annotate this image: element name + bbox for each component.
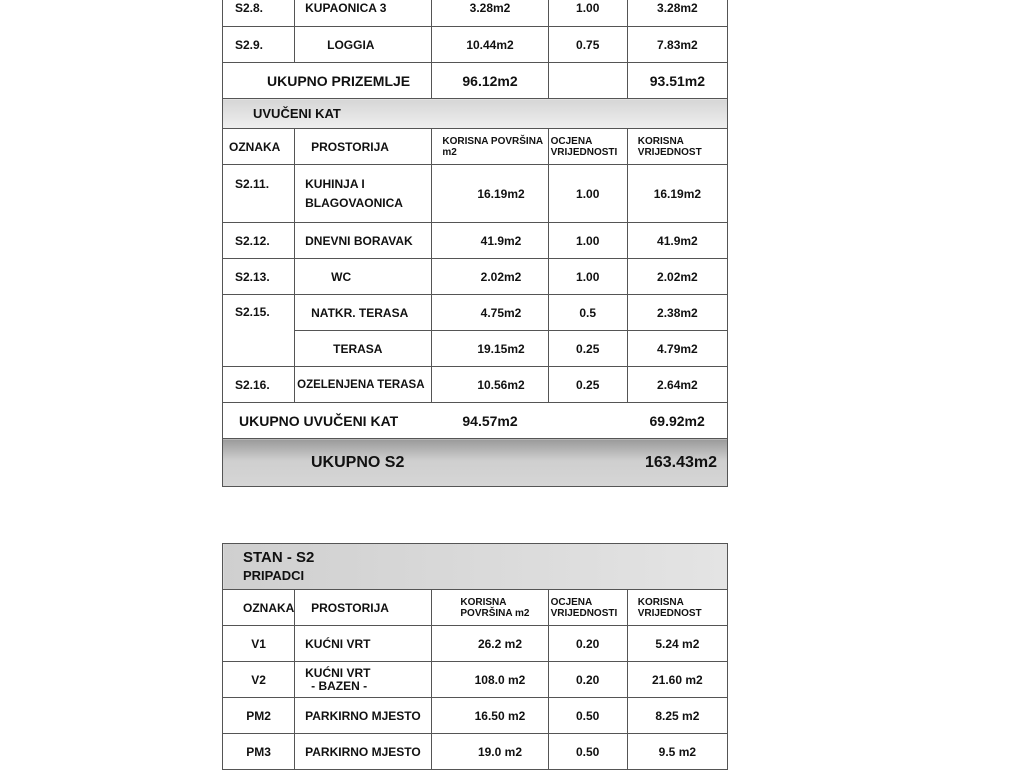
table-row — [223, 698, 728, 734]
room-coef: 0.25 — [548, 367, 627, 403]
total-ground-value: 93.51m2 — [627, 63, 727, 99]
table-row — [223, 626, 728, 662]
room-coef: 0.5 — [548, 295, 627, 331]
column-header-row — [223, 129, 728, 165]
item-id: V1 — [223, 626, 295, 662]
empty-cell — [548, 63, 627, 99]
total-upper-value: 69.92m2 — [627, 403, 727, 439]
room-name: NATKR. TERASA — [295, 295, 432, 331]
item-value: 9.5 m2 — [627, 734, 727, 770]
section-header-row — [223, 99, 728, 129]
room-name: KUHINJA I BLAGOVAONICA — [295, 165, 432, 223]
room-name: LOGGIA — [295, 27, 432, 63]
item-area: 16.50 m2 — [432, 698, 548, 734]
item-coef: 0.50 — [548, 734, 627, 770]
grand-total-row — [223, 439, 728, 487]
room-area: 16.19m2 — [432, 165, 548, 223]
room-value: 16.19m2 — [627, 165, 727, 223]
item-coef: 0.20 — [548, 662, 627, 698]
room-id: S2.12. — [223, 223, 295, 259]
item-coef: 0.20 — [548, 626, 627, 662]
room-coef: 0.25 — [548, 331, 627, 367]
item-name-cell — [295, 662, 432, 698]
item-name: PARKIRNO MJESTO — [295, 734, 432, 770]
room-name: OZELENJENA TERASA — [295, 367, 432, 403]
item-name: KUĆNI VRT — [305, 665, 371, 680]
item-id: PM3 — [223, 734, 295, 770]
total-ground-area: 96.12m2 — [432, 63, 548, 99]
room-area: 10.44m2 — [432, 27, 548, 63]
grand-total-value: 163.43m2 — [548, 439, 727, 487]
room-name: TERASA — [295, 331, 432, 367]
appurtenances-table-s2 — [222, 543, 728, 770]
room-coef: 1.00 — [548, 259, 627, 295]
item-id: PM2 — [223, 698, 295, 734]
room-coef: 1.00 — [548, 223, 627, 259]
item-value: 8.25 m2 — [627, 698, 727, 734]
item-id: V2 — [223, 662, 295, 698]
total-upper-label: UKUPNO UVUČENI KAT — [223, 403, 432, 439]
table-row — [223, 734, 728, 770]
header-area: KORISNA POVRŠINA m2 — [432, 590, 548, 626]
room-coef: 1.00 — [548, 0, 627, 27]
area-table-s2 — [222, 0, 728, 487]
room-value: 2.02m2 — [627, 259, 727, 295]
room-name: WC — [295, 259, 432, 295]
header-name: PROSTORIJA — [295, 129, 432, 165]
room-name: KUPAONICA 3 — [295, 0, 432, 27]
apartment-title: STAN - S2 — [243, 548, 315, 566]
total-upper-row — [223, 403, 728, 439]
apartment-title-cell — [223, 544, 728, 590]
item-value: 21.60 m2 — [627, 662, 727, 698]
room-area: 41.9m2 — [432, 223, 548, 259]
room-name: DNEVNI BORAVAK — [295, 223, 432, 259]
room-value: 7.83m2 — [627, 27, 727, 63]
apartment-subtitle: PRIPADCI — [243, 567, 305, 583]
room-area: 2.02m2 — [432, 259, 548, 295]
room-id: S2.8. — [223, 0, 295, 27]
section-title: UVUČENI KAT — [223, 99, 728, 129]
item-area: 19.0 m2 — [432, 734, 548, 770]
total-ground-label: UKUPNO PRIZEMLJE — [223, 63, 432, 99]
room-id: S2.9. — [223, 27, 295, 63]
table-row — [223, 165, 728, 223]
item-name-sub: - BAZEN - — [311, 678, 368, 693]
header-value: KORISNA VRIJEDNOST — [627, 129, 727, 165]
room-coef: 1.00 — [548, 165, 627, 223]
header-id: OZNAKA — [223, 590, 295, 626]
room-id: S2.16. — [223, 367, 295, 403]
table-row — [223, 367, 728, 403]
room-id: S2.13. — [223, 259, 295, 295]
room-value: 3.28m2 — [627, 0, 727, 27]
room-id: S2.15. — [223, 295, 295, 367]
table-row — [223, 331, 728, 367]
item-name: KUĆNI VRT — [295, 626, 432, 662]
grand-total-label: UKUPNO S2 — [223, 439, 549, 487]
room-area: 3.28m2 — [432, 0, 548, 27]
room-value: 2.38m2 — [627, 295, 727, 331]
title-row — [223, 544, 728, 590]
table-row — [223, 0, 728, 27]
table-row — [223, 27, 728, 63]
header-area: KORISNA POVRŠINA m2 — [432, 129, 548, 165]
room-area: 4.75m2 — [432, 295, 548, 331]
table-row — [223, 662, 728, 698]
room-area: 10.56m2 — [432, 367, 548, 403]
room-value: 41.9m2 — [627, 223, 727, 259]
column-header-row — [223, 590, 728, 626]
table-row — [223, 259, 728, 295]
item-coef: 0.50 — [548, 698, 627, 734]
room-area: 19.15m2 — [432, 331, 548, 367]
header-name: PROSTORIJA — [295, 590, 432, 626]
header-value: KORISNA VRIJEDNOST — [627, 590, 727, 626]
item-value: 5.24 m2 — [627, 626, 727, 662]
table-row — [223, 223, 728, 259]
room-value: 2.64m2 — [627, 367, 727, 403]
item-area: 108.0 m2 — [432, 662, 548, 698]
empty-cell — [548, 403, 627, 439]
room-coef: 0.75 — [548, 27, 627, 63]
table-row — [223, 295, 728, 331]
room-value: 4.79m2 — [627, 331, 727, 367]
item-area: 26.2 m2 — [432, 626, 548, 662]
room-id: S2.11. — [223, 165, 295, 223]
total-ground-row — [223, 63, 728, 99]
item-name: PARKIRNO MJESTO — [295, 698, 432, 734]
header-id: OZNAKA — [223, 129, 295, 165]
header-coef: OCJENA VRIJEDNOSTI — [548, 590, 627, 626]
total-upper-area: 94.57m2 — [432, 403, 548, 439]
header-coef: OCJENA VRIJEDNOSTI — [548, 129, 627, 165]
